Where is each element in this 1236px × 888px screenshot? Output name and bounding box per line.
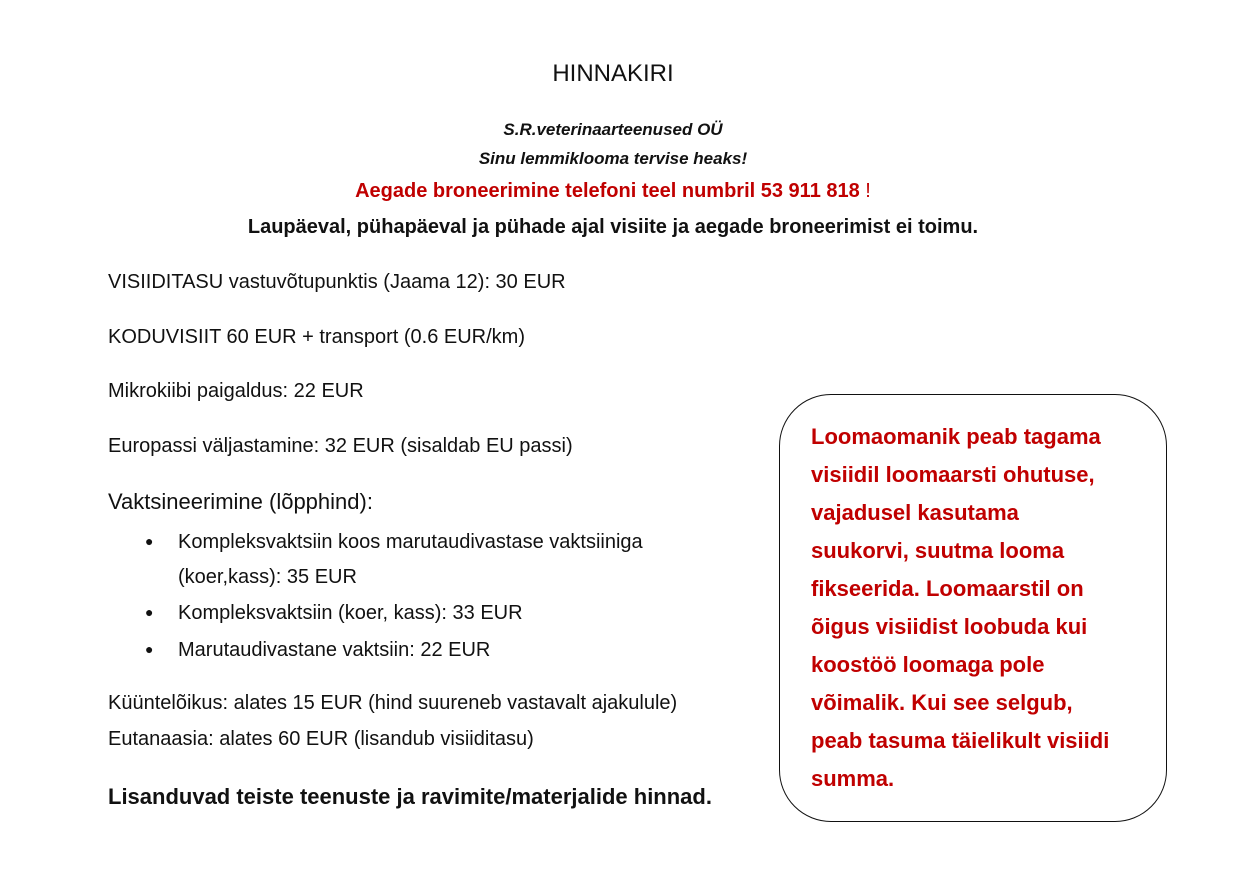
booking-exclamation: ! [859,180,871,202]
home-visit-line: KODUVISIIT 60 EUR + transport (0.6 EUR/km) [108,326,525,348]
warning-line: õigus visiidist loobuda kui [811,614,1088,639]
nail-trim-line: Küüntelõikus: alates 15 EUR (hind suureneb vastavalt ajakulule) [108,692,678,714]
warning-text [811,418,1151,798]
microchip-line: Mikrokiibi paigaldus: 22 EUR [108,380,364,402]
warning-line: koostöö loomaga pole [811,652,1045,677]
booking-notice [0,180,1226,203]
vaccination-title: Vaktsineerimine (lõpphind): [108,489,373,514]
bullet-icon: ● [145,641,154,657]
footer-note: Lisanduvad teiste teenuste ja ravimite/materjalide hinnad. [108,784,712,809]
warning-line: võimalik. Kui see selgub, [811,690,1073,715]
warning-line: visiidil loomaarsti ohutuse, [811,462,1095,487]
warning-line: peab tasuma täielikult visiidi [811,728,1110,753]
warning-line: fikseerida. Loomaarstil on [811,576,1084,601]
vaccine-item-combo: Kompleksvaktsiin (koer, kass): 33 EUR [178,602,523,624]
booking-phone-text: Aegade broneerimine telefoni teel numbril 53 911 818 [355,180,860,202]
warning-line: summa. [811,766,895,791]
closed-notice: Laupäeval, pühapäeval ja pühade ajal visiite ja aegade broneerimist ei toimu. [247,216,979,238]
warning-line: suukorvi, suutma looma [811,538,1065,563]
page-title: HINNAKIRI [552,60,674,87]
euthanasia-line: Eutanaasia: alates 60 EUR (lisandub visiiditasu) [108,728,534,750]
europass-line: Europassi väljastamine: 32 EUR (sisaldab EU passi) [108,435,573,457]
company-name: S.R.veterinaarteenused OÜ [503,120,723,139]
tagline: Sinu lemmiklooma tervise heaks! [478,149,748,168]
visit-fee-line: VISIIDITASU vastuvõtupunktis (Jaama 12): 30 EUR [108,271,566,293]
bullet-icon: ● [145,604,154,620]
vaccine-item-rabies: Marutaudivastane vaktsiin: 22 EUR [178,639,491,661]
warning-line: Loomaomanik peab tagama [811,424,1101,449]
vaccine-item-combo-rabies-2: (koer,kass): 35 EUR [178,566,357,588]
bullet-icon: ● [145,533,154,549]
warning-line: vajadusel kasutama [811,500,1019,525]
vaccine-item-combo-rabies-1: Kompleksvaktsiin koos marutaudivastase vaktsiiniga [178,531,643,553]
